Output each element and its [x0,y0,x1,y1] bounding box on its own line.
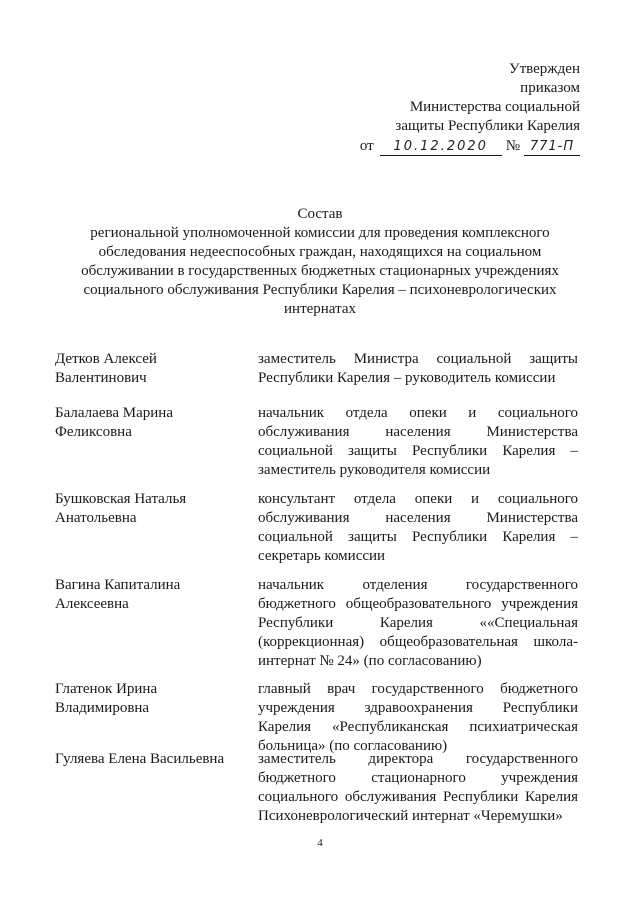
approval-date-line [360,137,580,156]
title-heading: Состав [297,206,343,222]
member-name: Гуляева Елена Васильевна [55,751,225,767]
approval-line-order: приказом [520,80,580,96]
approval-line-approved: Утвержден [508,61,580,77]
approval-block [360,60,580,156]
member-name: Балалаева Марина Феликсовна [55,405,173,440]
approval-line-ministry: Министерства социальной [409,99,580,115]
member-name: Детков Алексей Валентинович [55,351,157,386]
from-label: от [359,138,374,154]
title-description: региональной уполномоченной комиссии для проведения комплексного обследования недееспособных граждан, находящихся на социальном обслуживании в государственных бюджетных стационарных учреждениях социального обслуживания Республики Карелия – психоневрологических интернатах [81,225,559,317]
handwritten-date: 10.12.2020 [380,139,502,156]
member-name: Бушковская Наталья Анатольевна [55,491,187,526]
number-label: № [505,138,520,154]
page-number: 4 [317,837,323,849]
member-role: консультант отдела опеки и социального обслуживания населения Министерства социальной защиты Республики Карелия – секретарь комиссии [258,491,578,564]
document-title [70,205,570,319]
member-role: заместитель директора государственного бюджетного стационарного учреждения социального обслуживания Республики Карелия Психоневрологический интернат «Черемушки» [258,751,578,824]
approval-line-protection: защиты Республики Карелия [395,118,580,134]
member-name: Глатенок Ирина Владимировна [55,681,158,716]
handwritten-number: 771-П [524,139,580,156]
member-role: главный врач государственного бюджетного учреждения здравоохранения Республики Карелия «Республиканская психиатрическая больница» (по согласованию) [258,681,578,754]
member-name: Вагина Капиталина Алексеевна [55,577,181,612]
member-role: заместитель Министра социальной защиты Республики Карелия – руководитель комиссии [258,351,578,386]
member-role: начальник отделения государственного бюджетного общеобразовательного учреждения Республики Карелия ««Специальная (коррекционная) общеобразовательная школа-интернат № 24» (по согласованию) [258,577,578,669]
member-role: начальник отдела опеки и социального обслуживания населения Министерства социальной защиты Республики Карелия – заместитель руководителя комиссии [258,405,578,478]
